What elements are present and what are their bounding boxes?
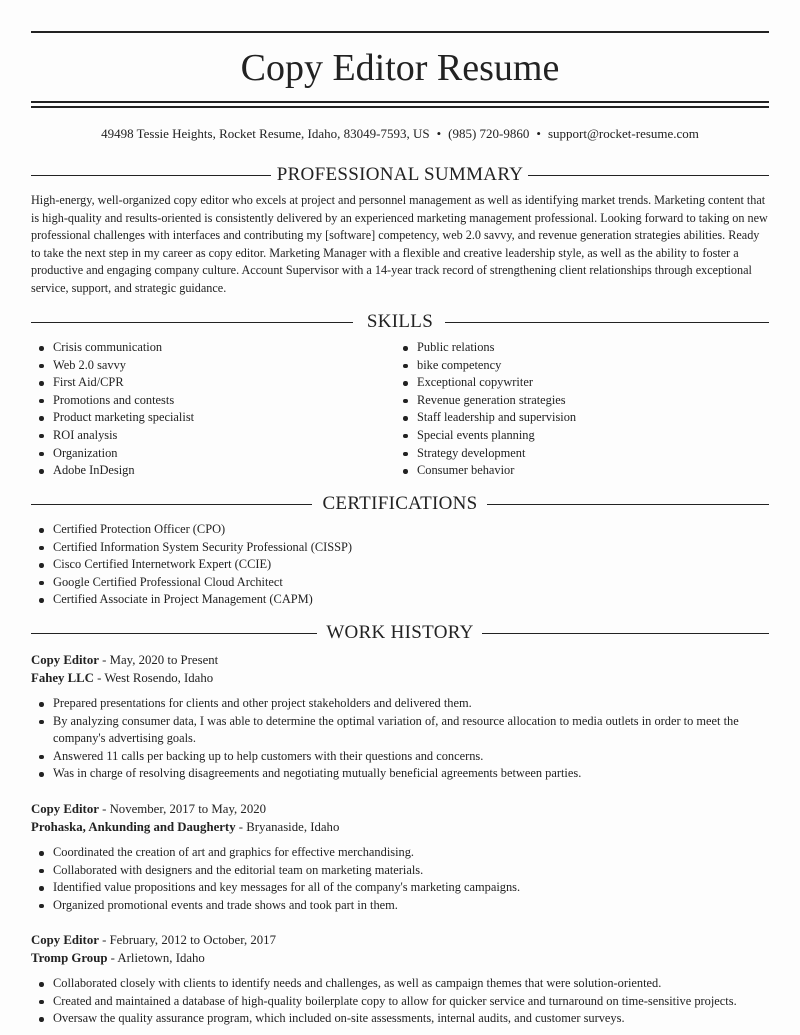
job-bullet: Organized promotional events and trade shows and took part in them. <box>31 897 769 915</box>
skill-item: Promotions and contests <box>31 392 391 410</box>
job-bullets <box>31 695 769 783</box>
section-rule-right <box>487 504 769 505</box>
skill-item: ROI analysis <box>31 427 391 445</box>
certification-item: Certified Protection Officer (CPO) <box>31 521 769 539</box>
skills-list-left <box>31 339 391 480</box>
job-dates: - November, 2017 to May, 2020 <box>98 802 267 816</box>
skill-item: Special events planning <box>395 427 765 445</box>
section-header-skills <box>31 311 769 335</box>
job-location: - Bryanaside, Idaho <box>235 820 340 834</box>
skill-item: Web 2.0 savvy <box>31 357 391 375</box>
certifications-list <box>31 521 769 609</box>
job-title: Copy Editor <box>31 802 99 816</box>
section-rule-right <box>482 633 769 634</box>
job-title: Copy Editor <box>31 653 99 667</box>
job-company: Prohaska, Ankunding and Daugherty <box>31 820 236 834</box>
section-header-work-history <box>31 622 769 646</box>
contact-separator: • <box>436 126 442 141</box>
page-title: Copy Editor Resume <box>240 47 560 89</box>
skill-item: Strategy development <box>395 445 765 463</box>
job-employer-line <box>31 949 769 967</box>
section-rule-right <box>528 175 769 176</box>
job-role-line <box>31 931 769 949</box>
contact-email: support@rocket-resume.com <box>547 126 699 141</box>
contact-address: 49498 Tessie Heights, Rocket Resume, Idaho, 83049-7593, US <box>101 126 430 141</box>
skill-item: Crisis communication <box>31 339 391 357</box>
job-entry <box>31 931 769 1028</box>
job-bullets <box>31 844 769 914</box>
skill-item: Adobe InDesign <box>31 462 391 480</box>
job-company: Tromp Group <box>31 951 108 965</box>
job-location: - West Rosendo, Idaho <box>93 671 214 685</box>
skill-item: Product marketing specialist <box>31 409 391 427</box>
job-location: - Arlietown, Idaho <box>107 951 205 965</box>
skill-item: Revenue generation strategies <box>395 392 765 410</box>
contact-phone: (985) 720-9860 <box>448 126 530 141</box>
skill-item: Organization <box>31 445 391 463</box>
skill-item: bike competency <box>395 357 765 375</box>
job-bullet: Created and maintained a database of high-quality boilerplate copy to allow for quicker service and turnaround on time-sensitive projects. <box>31 993 769 1011</box>
job-bullet: Collaborated with designers and the editorial team on marketing materials. <box>31 862 769 880</box>
skill-item: Public relations <box>395 339 765 357</box>
section-title-work-history: WORK HISTORY <box>326 622 474 643</box>
contact-separator: • <box>536 126 541 141</box>
certification-item: Certified Information System Security Professional (CISSP) <box>31 539 769 557</box>
section-header-certifications <box>31 493 769 517</box>
certification-item: Certified Associate in Project Management (CAPM) <box>31 591 769 609</box>
job-bullets <box>31 975 769 1028</box>
job-role-line <box>31 651 769 669</box>
section-header-summary <box>31 164 769 188</box>
job-bullet: Oversaw the quality assurance program, which included on-site assessments, internal audits, and customer surveys. <box>31 1010 769 1028</box>
skill-item: First Aid/CPR <box>31 374 391 392</box>
top-rule <box>31 31 769 33</box>
job-bullet: Identified value propositions and key messages for all of the company's marketing campaigns. <box>31 879 769 897</box>
skill-item: Exceptional copywriter <box>395 374 765 392</box>
section-title-skills: SKILLS <box>366 311 434 332</box>
job-title: Copy Editor <box>31 933 99 947</box>
job-bullet: Was in charge of resolving disagreements and negotiating mutually beneficial agreements between parties. <box>31 765 769 783</box>
skill-item: Staff leadership and supervision <box>395 409 765 427</box>
job-dates: - February, 2012 to October, 2017 <box>98 933 276 947</box>
job-entry <box>31 800 769 914</box>
title-double-rule <box>31 101 769 108</box>
section-title-summary: PROFESSIONAL SUMMARY <box>276 164 524 185</box>
section-title-certifications: CERTIFICATIONS <box>322 493 478 514</box>
section-rule-right <box>445 322 769 323</box>
contact-line <box>31 125 769 143</box>
skills-list-right <box>395 339 765 480</box>
skill-item: Consumer behavior <box>395 462 765 480</box>
job-bullet: Collaborated closely with clients to identify needs and challenges, as well as campaign themes that were solution-oriented. <box>31 975 769 993</box>
job-bullet: By analyzing consumer data, I was able to determine the optimal variation of, and resource allocation to media outlets in order to meet the company's advertising goals. <box>31 713 769 748</box>
job-bullet: Prepared presentations for clients and other project stakeholders and delivered them. <box>31 695 769 713</box>
job-bullet: Coordinated the creation of art and graphics for effective merchandising. <box>31 844 769 862</box>
certification-item: Cisco Certified Internetwork Expert (CCIE) <box>31 556 769 574</box>
job-role-line <box>31 800 769 818</box>
job-employer-line <box>31 669 769 687</box>
job-company: Fahey LLC <box>31 671 94 685</box>
certification-item: Google Certified Professional Cloud Architect <box>31 574 769 592</box>
job-entry <box>31 651 769 783</box>
job-employer-line <box>31 818 769 836</box>
job-dates: - May, 2020 to Present <box>98 653 219 667</box>
summary-paragraph: High-energy, well-organized copy editor who excels at project and personnel management as well as identifying market trends. Marketing content that is high-quality and results-oriented is consistently delivered by an experienced marketing management professional. Looking forward to taking on new professional challenges with interfaces and contributing my [software] competency, web 2.0 savvy, and revenue generation strategies abilities. Ready to take the next step in my career as copy editor. Marketing Manager with a flexible and creative leadership style, as well as the ability to foster a productive and engaging company culture. Account Supervisor with a 14-year track record of strengthening client relationships through exceptional service, support, and strategic guidance. <box>31 193 768 295</box>
job-bullet: Answered 11 calls per backing up to help customers with their questions and concerns. <box>31 748 769 766</box>
